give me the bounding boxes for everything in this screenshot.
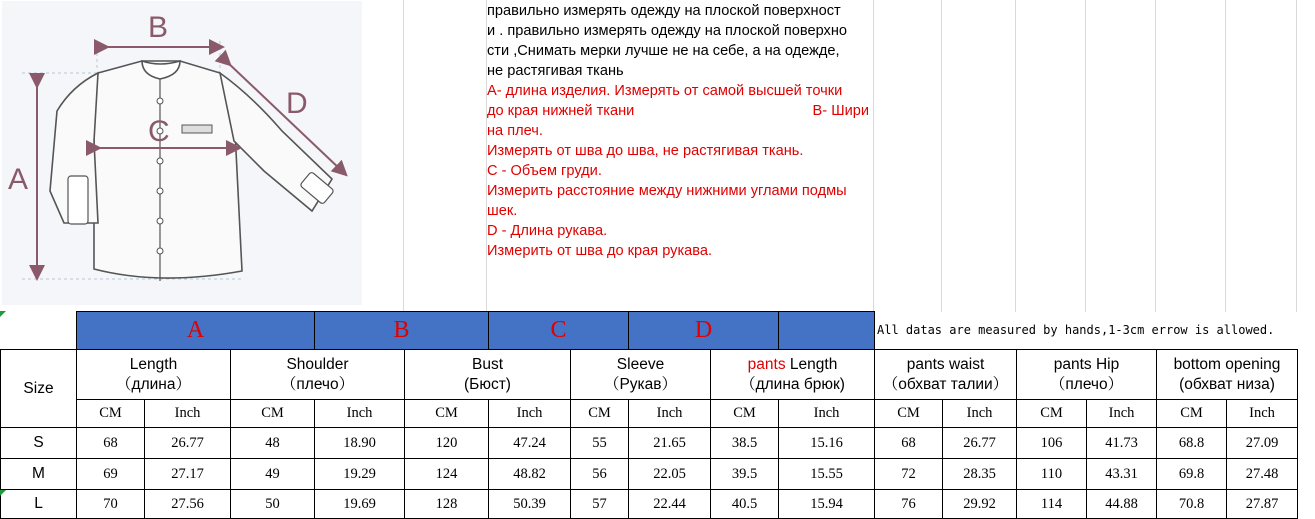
value-cell: 15.16	[779, 428, 875, 459]
value-cell: 120	[405, 428, 489, 459]
column-header	[77, 350, 231, 400]
header-en: bottom opening	[1173, 355, 1281, 373]
measuring-instructions	[487, 1, 872, 261]
header-ru: （длина）	[116, 375, 191, 393]
grid-line	[1085, 0, 1086, 312]
value-cell: 18.90	[315, 428, 405, 459]
instruction-line: сти ,Снимать мерки лучше не на себе, а на одежде,	[487, 43, 840, 59]
size-cell: L	[1, 490, 77, 519]
unit-inch: Inch	[489, 400, 571, 428]
instruction-text: В- Шири	[812, 103, 869, 119]
instruction-line: правильно измерять одежду на плоской поверхност	[487, 3, 841, 19]
value-cell: 27.48	[1227, 459, 1298, 490]
value-cell: 21.65	[629, 428, 711, 459]
value-cell: 19.29	[315, 459, 405, 490]
column-header	[875, 350, 1017, 400]
value-cell: 40.5	[711, 490, 779, 519]
value-cell: 39.5	[711, 459, 779, 490]
instruction-line: не растягивая ткань	[487, 63, 624, 79]
empty-cell	[1298, 400, 1299, 428]
letter-cell	[629, 312, 779, 350]
size-chart-table	[0, 311, 1299, 519]
value-cell: 68.8	[1157, 428, 1227, 459]
value-cell: 56	[571, 459, 629, 490]
value-cell: 128	[405, 490, 489, 519]
shirt-measurement-diagram	[2, 1, 362, 305]
unit-row	[1, 400, 1299, 428]
label-d: D	[286, 87, 308, 120]
unit-cm: CM	[231, 400, 315, 428]
value-cell: 69.8	[1157, 459, 1227, 490]
letter-cell	[315, 312, 489, 350]
letter-a: A	[186, 317, 205, 343]
measurement-note: All datas are measured by hands,1-3cm errow is allowed.	[877, 323, 1275, 338]
instruction-line: шек.	[487, 203, 518, 219]
grid-line	[403, 0, 404, 312]
header-en: Sleeve	[616, 355, 665, 373]
instruction-line: С - Объем груди.	[487, 163, 602, 179]
value-cell: 70.8	[1157, 490, 1227, 519]
table-row	[1, 490, 1299, 519]
unit-cm: CM	[875, 400, 943, 428]
grid-line	[941, 0, 942, 312]
value-cell: 27.56	[145, 490, 231, 519]
grid-line	[1155, 0, 1156, 312]
letter-header-row	[1, 312, 1299, 350]
header-en: pants Hip	[1053, 355, 1120, 373]
empty-cell	[1298, 350, 1299, 400]
column-header	[571, 350, 711, 400]
header-en-red: pants	[747, 355, 786, 373]
grid-line	[1015, 0, 1016, 312]
column-header	[405, 350, 571, 400]
unit-inch: Inch	[1087, 400, 1157, 428]
value-cell: 26.77	[145, 428, 231, 459]
value-cell: 50	[231, 490, 315, 519]
value-cell: 106	[1017, 428, 1087, 459]
unit-cm: CM	[1017, 400, 1087, 428]
unit-cm: CM	[711, 400, 779, 428]
blue-cell	[779, 312, 875, 350]
label-a: A	[8, 163, 29, 196]
value-cell: 43.31	[1087, 459, 1157, 490]
value-cell: 27.09	[1227, 428, 1298, 459]
unit-inch: Inch	[315, 400, 405, 428]
instruction-line: D - Длина рукава.	[487, 223, 608, 239]
value-cell: 57	[571, 490, 629, 519]
column-header	[711, 350, 875, 400]
value-cell: 44.88	[1087, 490, 1157, 519]
letter-c: C	[550, 317, 567, 343]
value-cell: 19.69	[315, 490, 405, 519]
header-en-rest: Length	[785, 355, 838, 373]
size-cell: S	[1, 428, 77, 459]
value-cell: 70	[77, 490, 145, 519]
label-c: C	[148, 115, 170, 148]
value-cell: 49	[231, 459, 315, 490]
instruction-line: на плеч.	[487, 123, 543, 139]
unit-inch: Inch	[1227, 400, 1298, 428]
value-cell: 50.39	[489, 490, 571, 519]
unit-cm: CM	[571, 400, 629, 428]
value-cell: 68	[875, 428, 943, 459]
header-ru: (Бюст)	[464, 375, 511, 393]
empty-cell	[1298, 459, 1299, 490]
value-cell: 68	[77, 428, 145, 459]
value-cell: 48.82	[489, 459, 571, 490]
value-cell: 47.24	[489, 428, 571, 459]
header-en	[711, 355, 874, 375]
column-header	[231, 350, 405, 400]
value-cell: 15.55	[779, 459, 875, 490]
unit-inch: Inch	[629, 400, 711, 428]
value-cell: 38.5	[711, 428, 779, 459]
column-header-row	[1, 350, 1299, 400]
unit-inch: Inch	[779, 400, 875, 428]
instruction-line: Измерить расстояние между нижними углами подмы	[487, 183, 847, 199]
value-cell: 28.35	[943, 459, 1017, 490]
grid-line	[1225, 0, 1226, 312]
value-cell: 110	[1017, 459, 1087, 490]
header-ru: （обхват талии）	[882, 375, 1009, 393]
header-en: Bust	[471, 355, 503, 373]
cell-corner-marker	[0, 311, 6, 317]
grid-line	[873, 0, 874, 312]
unit-inch: Inch	[943, 400, 1017, 428]
empty-cell	[1, 312, 77, 350]
header-en: pants waist	[906, 355, 985, 373]
unit-inch: Inch	[145, 400, 231, 428]
header-ru: （длина брюк)	[740, 375, 845, 393]
value-cell: 69	[77, 459, 145, 490]
empty-cell	[1298, 428, 1299, 459]
value-cell: 27.87	[1227, 490, 1298, 519]
value-cell: 26.77	[943, 428, 1017, 459]
value-cell: 27.17	[145, 459, 231, 490]
column-header	[1157, 350, 1298, 400]
unit-cm: CM	[1157, 400, 1227, 428]
table-row	[1, 459, 1299, 490]
cell-corner-marker	[0, 490, 6, 496]
letter-cell	[489, 312, 629, 350]
header-en: Length	[129, 355, 178, 373]
instruction-line: Измерить от шва до края рукава.	[487, 243, 713, 259]
header-en: Shoulder	[286, 355, 349, 373]
instruction-text: до края нижней ткани	[487, 103, 635, 119]
instruction-line: А- длина изделия. Измерять от самой высшей точки	[487, 83, 843, 99]
label-b: B	[148, 11, 169, 44]
instruction-line: Измерять от шва до шва, не растягивая ткань.	[487, 143, 804, 159]
size-header: Size	[1, 350, 77, 428]
value-cell: 41.73	[1087, 428, 1157, 459]
value-cell: 15.94	[779, 490, 875, 519]
instruction-line	[487, 101, 872, 121]
letter-b: B	[393, 317, 410, 343]
column-header	[1017, 350, 1157, 400]
value-cell: 55	[571, 428, 629, 459]
value-cell: 22.05	[629, 459, 711, 490]
size-cell: M	[1, 459, 77, 490]
value-cell: 48	[231, 428, 315, 459]
header-ru: （плечо）	[280, 375, 355, 393]
letter-d: D	[694, 317, 713, 343]
value-cell: 29.92	[943, 490, 1017, 519]
unit-cm: CM	[77, 400, 145, 428]
instruction-line: и . правильно измерять одежду на плоской поверхно	[487, 23, 848, 39]
grid-line	[1296, 0, 1297, 312]
empty-cell	[1298, 490, 1299, 519]
unit-cm: CM	[405, 400, 489, 428]
value-cell: 22.44	[629, 490, 711, 519]
value-cell: 72	[875, 459, 943, 490]
shirt-illustration	[2, 1, 362, 305]
table-row	[1, 428, 1299, 459]
letter-cell	[77, 312, 315, 350]
value-cell: 76	[875, 490, 943, 519]
value-cell: 124	[405, 459, 489, 490]
header-ru: （плечо）	[1049, 375, 1124, 393]
header-ru: （Рукав）	[603, 375, 678, 393]
empty-cell	[1298, 312, 1299, 350]
value-cell: 114	[1017, 490, 1087, 519]
header-ru: (обхват низа)	[1179, 375, 1275, 393]
